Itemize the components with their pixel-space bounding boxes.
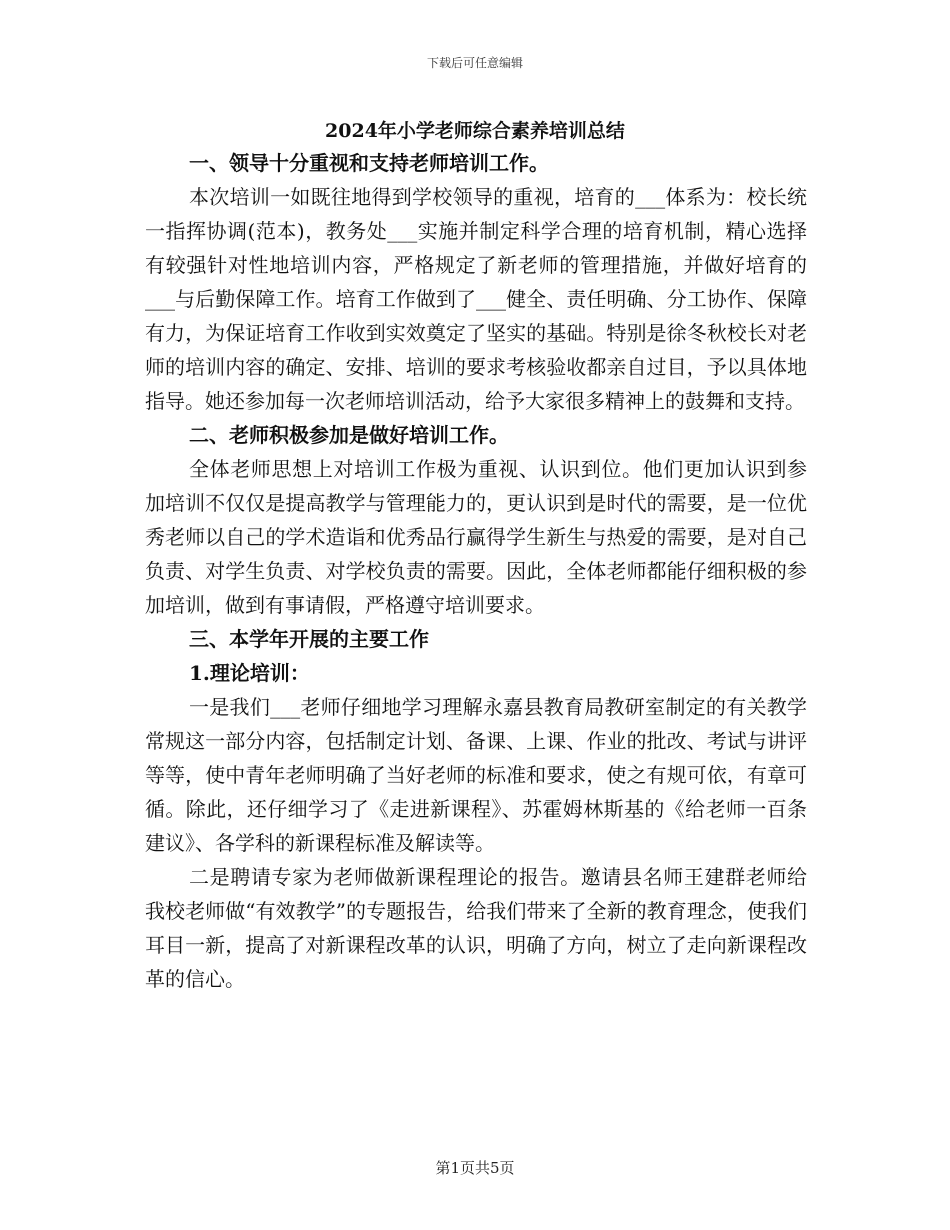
- page-footer: 第1页共5页: [435, 1159, 515, 1177]
- section-1-paragraph-1: 本次培训一如既往地得到学校领导的重视，培育的___体系为：校长统一指挥协调(范本)，教务处___实施并制定科学合理的培育机制，精心选择有较强针对性地培训内容，严格规定了新老师的管理措施，并做好培育的___与后勤保障工作。培育工作做到了___健全、责任明确、分工协作、保障有力，为保证培育工作收到实效奠定了坚实的基础。特别是徐冬秋校长对老师的培训内容的确定、安排、培训的要求考核验收都亲自过目，予以具体地指导。她还参加每一次老师培训活动，给予大家很多精神上的鼓舞和支持。: [145, 185, 807, 413]
- section-3-heading: 三、本学年开展的主要工作: [189, 627, 429, 651]
- section-3-paragraph-2: 二是聘请专家为老师做新课程理论的报告。邀请县名师王建群老师给我校老师做“有效教学”的专题报告，给我们带来了全新的教育理念，使我们耳目一新，提高了对新课程改革的认识，明确了方向，树立了走向新课程改革的信心。: [145, 865, 807, 991]
- document-title: 2024年小学老师综合素养培训总结: [325, 120, 625, 142]
- document-body: [145, 146, 807, 996]
- section-1-heading: 一、领导十分重视和支持老师培训工作。: [189, 151, 549, 175]
- header-note: 下载后可任意编辑: [426, 56, 523, 70]
- section-2-paragraph-1: 全体老师思想上对培训工作极为重视、认识到位。他们更加认识到参加培训不仅仅是提高教学与管理能力的，更认识到是时代的需要，是一位优秀老师以自己的学术造诣和优秀品行赢得学生新生与热爱的需要，是对自己负责、对学生负责、对学校负责的需要。因此，全体老师都能仔细积极的参加培训，做到有事请假，严格遵守培训要求。: [145, 457, 807, 617]
- section-3-subheading-1: 1.理论培训：: [189, 661, 310, 685]
- section-2-heading: 二、老师积极参加是做好培训工作。: [189, 423, 509, 447]
- section-3-paragraph-1: 一是我们___老师仔细地学习理解永嘉县教育局教研室制定的有关教学常规这一部分内容，包括制定计划、备课、上课、作业的批改、考试与讲评等等，使中青年老师明确了当好老师的标准和要求，使之有规可依，有章可循。除此，还仔细学习了《走进新课程》、苏霍姆林斯基的《给老师一百条建议》、各学科的新课程标准及解读等。: [145, 695, 807, 855]
